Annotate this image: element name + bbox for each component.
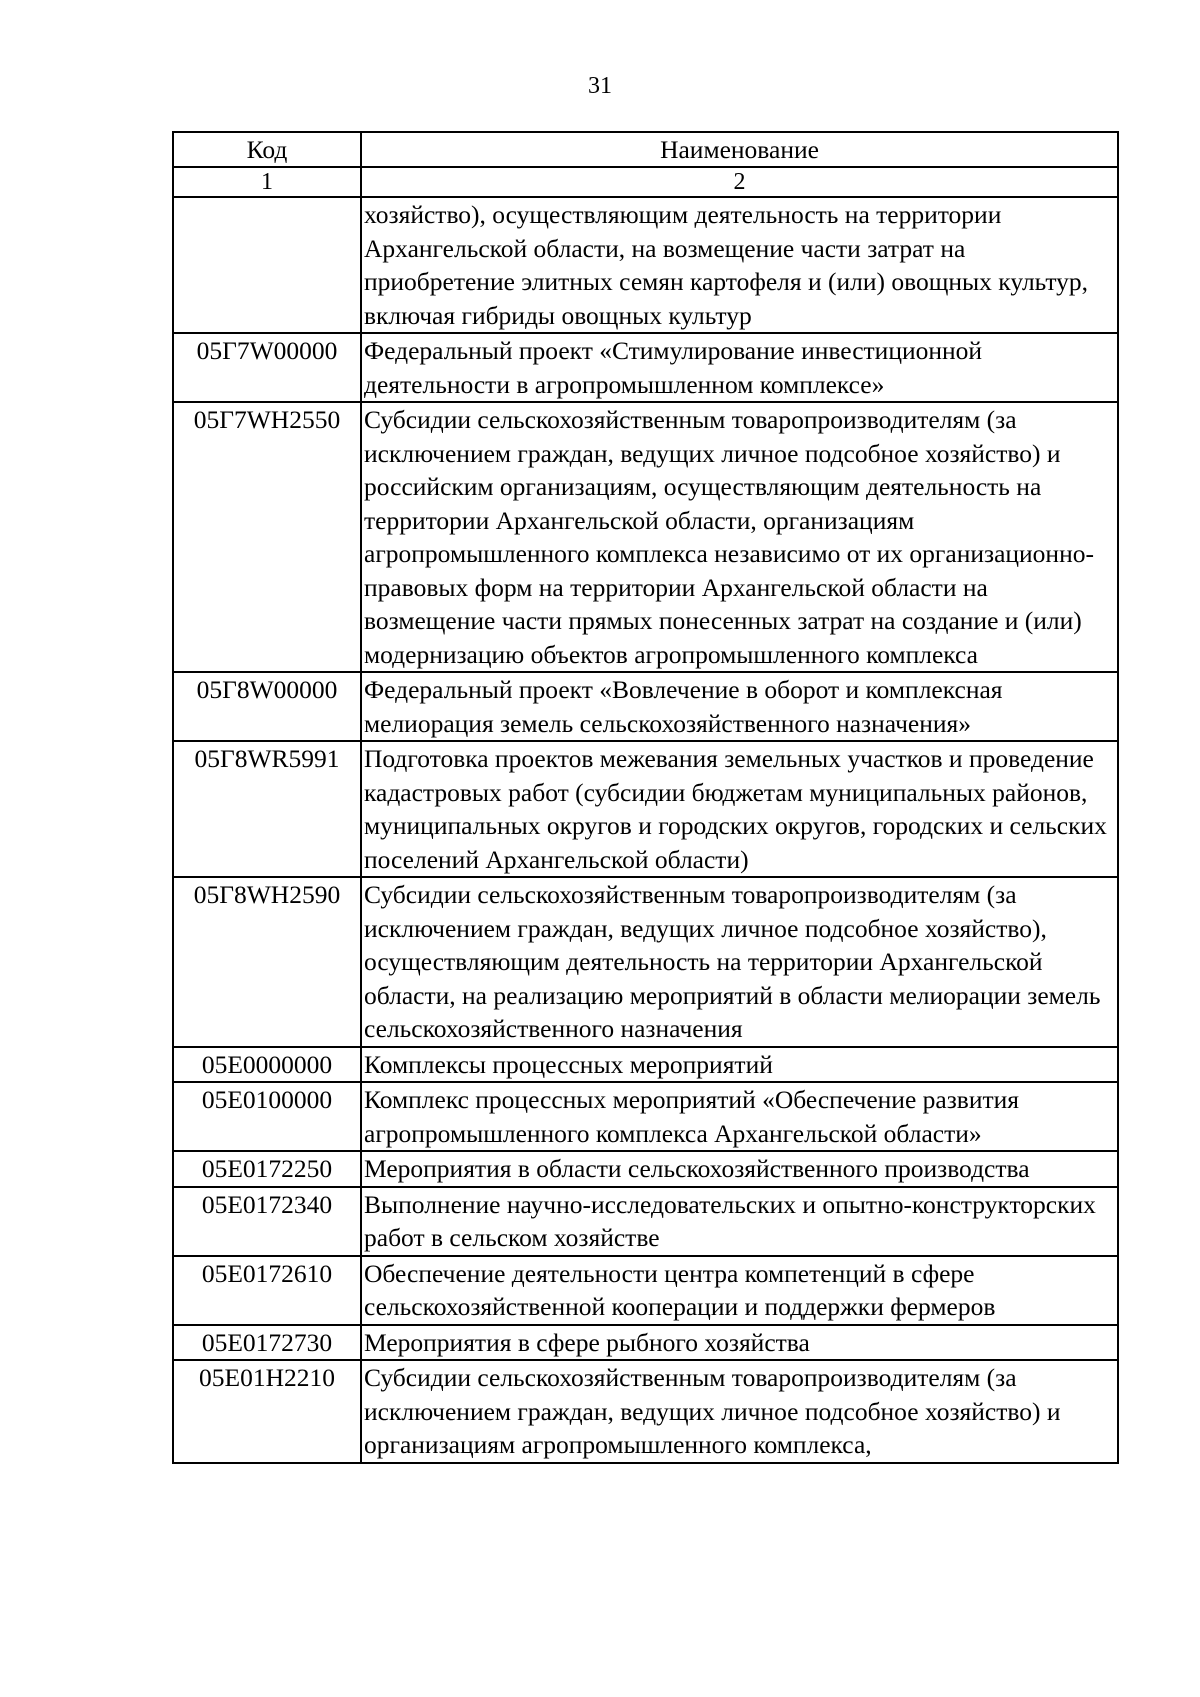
row-name: хозяйство), осуществляющим деятельность на территории Архангельской области, на возмещение части затрат на приобретение элитных семян картофеля и (или) овощных культур, включая гибриды овощных культур	[361, 197, 1118, 333]
row-name: Комплексы процессных мероприятий	[361, 1047, 1118, 1083]
row-code: 05Г7W00000	[173, 333, 361, 402]
table-row	[173, 1325, 1118, 1361]
row-name: Выполнение научно-исследовательских и опытно-конструкторских работ в сельском хозяйстве	[361, 1187, 1118, 1256]
table-row	[173, 333, 1118, 402]
table-row	[173, 1187, 1118, 1256]
table-row	[173, 402, 1118, 672]
table-row	[173, 197, 1118, 333]
table-body	[173, 197, 1118, 1463]
page-number: 31	[588, 73, 612, 99]
row-name: Федеральный проект «Стимулирование инвестиционной деятельности в агропромышленном комплексе»	[361, 333, 1118, 402]
table-row	[173, 1256, 1118, 1325]
table-row	[173, 877, 1118, 1047]
row-code	[173, 197, 361, 333]
row-code: 05Е01Н2210	[173, 1360, 361, 1463]
table-row	[173, 1047, 1118, 1083]
row-name: Мероприятия в сфере рыбного хозяйства	[361, 1325, 1118, 1361]
row-code: 05Г8WR5991	[173, 741, 361, 877]
table-row	[173, 741, 1118, 877]
row-name: Субсидии сельскохозяйственным товаропроизводителям (за исключением граждан, ведущих личное подсобное хозяйство) и организациям агропромышленного комплекса,	[361, 1360, 1118, 1463]
budget-code-table	[172, 131, 1119, 1464]
table-row	[173, 1151, 1118, 1187]
row-code: 05Е0172250	[173, 1151, 361, 1187]
column-number-row	[173, 167, 1118, 197]
row-name: Субсидии сельскохозяйственным товаропроизводителям (за исключением граждан, ведущих личное подсобное хозяйство) и российским организациям, осуществляющим деятельность на территории Архангельской области, организациям агропромышленного комплекса независимо от их организационно-правовых форм на территории Архангельской области на возмещение части прямых понесенных затрат на создание и (или) модернизацию объектов агропромышленного комплекса	[361, 402, 1118, 672]
row-code: 05Г8W00000	[173, 672, 361, 741]
row-name: Подготовка проектов межевания земельных участков и проведение кадастровых работ (субсидии бюджетам муниципальных районов, муниципальных округов и городских округов, городских и сельских поселений Архангельской области)	[361, 741, 1118, 877]
table-row	[173, 672, 1118, 741]
row-code: 05Е0172340	[173, 1187, 361, 1256]
row-name: Обеспечение деятельности центра компетенций в сфере сельскохозяйственной кооперации и поддержки фермеров	[361, 1256, 1118, 1325]
row-code: 05Г8WH2590	[173, 877, 361, 1047]
row-code: 05Е0000000	[173, 1047, 361, 1083]
header-row	[173, 132, 1118, 167]
row-name: Комплекс процессных мероприятий «Обеспечение развития агропромышленного комплекса Архангельской области»	[361, 1082, 1118, 1151]
row-name: Мероприятия в области сельскохозяйственного производства	[361, 1151, 1118, 1187]
row-name: Федеральный проект «Вовлечение в оборот и комплексная мелиорация земель сельскохозяйственного назначения»	[361, 672, 1118, 741]
header-code: Код	[173, 132, 361, 167]
column-number-name: 2	[361, 167, 1118, 197]
table-row	[173, 1082, 1118, 1151]
column-number-code: 1	[173, 167, 361, 197]
table-header	[173, 132, 1118, 197]
row-code: 05Е0172610	[173, 1256, 361, 1325]
row-code: 05Е0100000	[173, 1082, 361, 1151]
row-code: 05Г7WH2550	[173, 402, 361, 672]
row-code: 05Е0172730	[173, 1325, 361, 1361]
header-name: Наименование	[361, 132, 1118, 167]
table-row	[173, 1360, 1118, 1463]
row-name: Субсидии сельскохозяйственным товаропроизводителям (за исключением граждан, ведущих личное подсобное хозяйство), осуществляющим деятельность на территории Архангельской области, на реализацию мероприятий в области мелиорации земель сельскохозяйственного назначения	[361, 877, 1118, 1047]
